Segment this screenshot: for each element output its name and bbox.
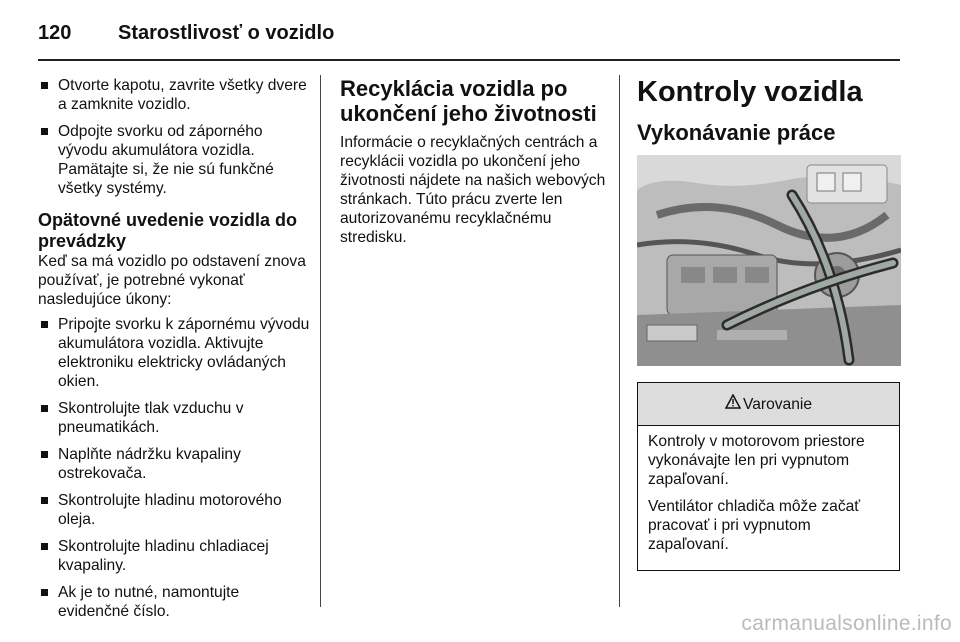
list-item-text: Skontrolujte tlak vzduchu v pneumatikách. [58,400,244,436]
body-paragraph: Informácie o recyklačných centrách a recyklácii vozidla po ukončení jeho životnosti nájdete na našich webových stránkach. Túto prácu zverte len autorizovanému recyklačnému stredisku. [340,134,606,246]
header-rule [38,59,900,61]
list-item-text: Ak je to nutné, namontujte evidenčné číslo. [58,584,240,620]
warning-body [638,426,899,570]
bullet-icon [41,497,48,504]
list-item [38,445,314,483]
list-item [38,491,314,529]
list-item-text: Otvorte kapotu, zavrite všetky dvere a zamknite vozidlo. [58,77,307,113]
list-item [38,315,314,391]
list-item [38,399,314,437]
warning-paragraph: Kontroly v motorovom priestore vykonávajte len pri vypnutom zapaľovaní. [648,433,865,488]
list-item-text: Naplňte nádržku kvapaliny ostrekovača. [58,446,241,482]
list-item [38,122,314,198]
list-item [38,76,314,114]
column-right [637,76,901,571]
bullet-icon [41,405,48,412]
list-item-text: Skontrolujte hladinu chladiacej kvapaliny. [58,538,269,574]
subsection-heading: Vykonávanie práce [637,120,836,145]
page-number: 120 [38,22,72,44]
column-middle [340,76,610,247]
bullet-icon [41,128,48,135]
warning-box [637,382,900,571]
warning-title: Varovanie [742,395,813,413]
intro-paragraph: Keď sa má vozidlo po odstavení znova používať, je potrebné vykonať nasledujúce úkony: [38,253,306,308]
bullet-icon [41,321,48,328]
warning-triangle-icon [725,394,741,414]
engine-bay-photo [637,155,901,366]
list-item [38,583,314,621]
list-item-text: Odpojte svorku od záporného vývodu akumulátora vozidla. Pamätajte si, že nie sú funkčné všetky systémy. [58,123,274,197]
bullet-icon [41,451,48,458]
warning-header [638,383,899,426]
bullet-icon [41,543,48,550]
list-item-text: Skontrolujte hladinu motorového oleja. [58,492,282,528]
watermark: carmanualsonline.info [741,612,952,635]
warning-paragraph: Ventilátor chladiča môže začať pracovať i pri vypnutom zapaľovaní. [648,498,861,553]
list-item [38,537,314,575]
bullet-icon [41,589,48,596]
section-heading: Kontroly vozidla [637,76,863,108]
bullet-icon [41,82,48,89]
section-heading: Opätovné uvedenie vozidla do prevádzky [38,210,298,251]
column-divider [619,75,620,607]
section-heading: Recyklácia vozidla po ukončení jeho životnosti [340,76,597,126]
chapter-title: Starostlivosť o vozidlo [118,22,335,44]
column-left [38,76,314,629]
list-item-text: Pripojte svorku k zápornému vývodu akumulátora vozidla. Aktivujte elektroniku elektricky ovládaných okien. [58,316,310,390]
column-divider [320,75,321,607]
